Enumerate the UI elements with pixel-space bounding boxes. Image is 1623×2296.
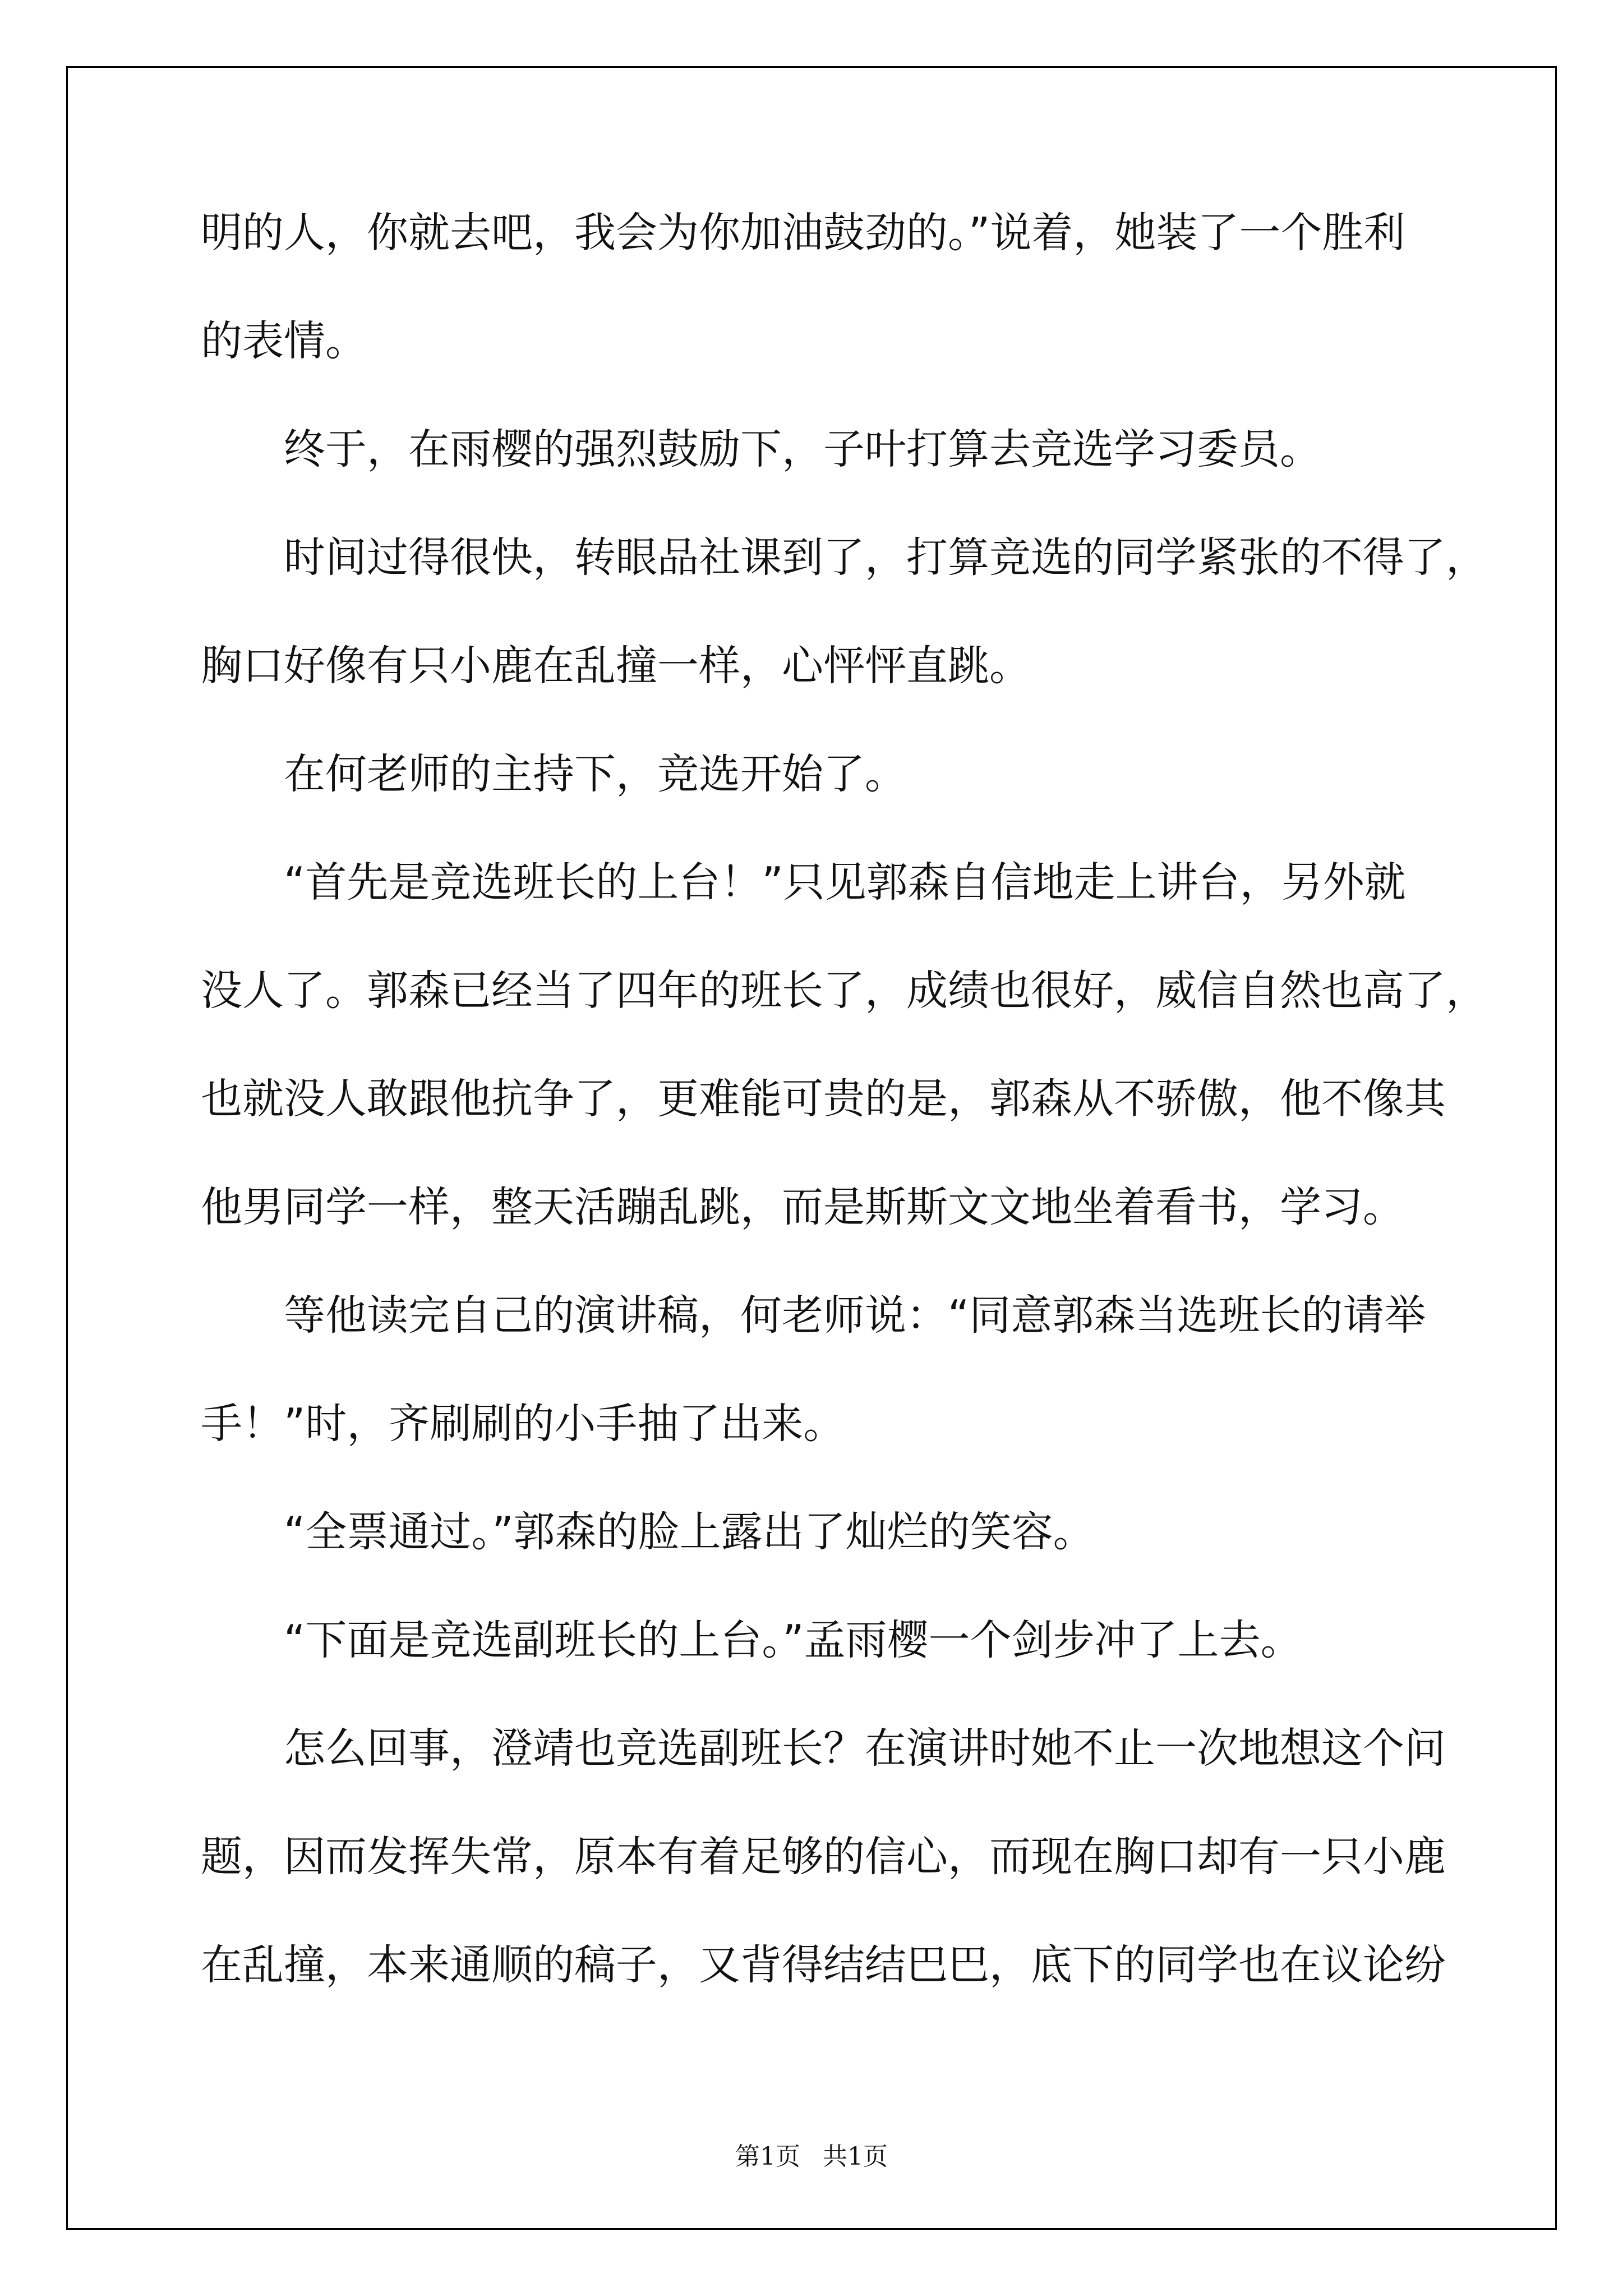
text-line-16: 题，因而发挥失常，原本有着足够的信心，而现在胸口却有一只小鹿 [201,1833,1446,1881]
paragraph-start-line: “下面是竞选副班长的上台。”孟雨樱一个剑步冲了上去。 [284,1616,1302,1664]
page-number-current: 第1页 [735,2142,800,2171]
page-footer [0,2136,1623,2172]
paragraph-start-line: 怎么回事，澄靖也竞选副班长？在演讲时她不止一次地想这个问 [284,1724,1446,1773]
paragraph-start-line: 终于，在雨樱的强烈鼓励下，子叶打算去竞选学习委员。 [284,425,1321,473]
paragraph-start-line: 在何老师的主持下，竞选开始了。 [284,750,906,798]
text-line-12: 手！”时，齐刷刷的小手抽了出来。 [201,1400,845,1448]
text-line-5: 胸口好像有只小鹿在乱撞一样，心怦怦直跳。 [201,642,1031,690]
text-line-17: 在乱撞，本来通顺的稿子，又背得结结巴巴，底下的同学也在议论纷 [201,1941,1446,1989]
paragraph-start-line: 时间过得很快，转眼品社课到了，打算竞选的同学紧张的不得了， [284,533,1487,582]
paragraph-start-line: “首先是竞选班长的上台！”只见郭森自信地走上讲台，另外就 [284,858,1406,907]
text-line-1: 明的人，你就去吧，我会为你加油鼓劲的。”说着，她装了一个胜利 [201,209,1405,257]
text-line-10: 他男同学一样，整天活蹦乱跳，而是斯斯文文地坐着看书，学习。 [201,1183,1404,1231]
paragraph-start-line: 等他读完自己的演讲稿，何老师说：“同意郭森当选班长的请举 [284,1291,1426,1340]
text-line-8: 没人了。郭森已经当了四年的班长了，成绩也很好，威信自然也高了， [201,967,1487,1015]
paragraph-start-line: “全票通过。”郭森的脸上露出了灿烂的笑容。 [284,1508,1095,1556]
page-border [66,66,1557,2230]
text-line-9: 也就没人敢跟他抗争了，更难能可贵的是，郭森从不骄傲，他不像其 [201,1075,1446,1123]
text-line-2: 的表情。 [201,317,367,365]
page-number-total: 共1页 [823,2142,888,2171]
